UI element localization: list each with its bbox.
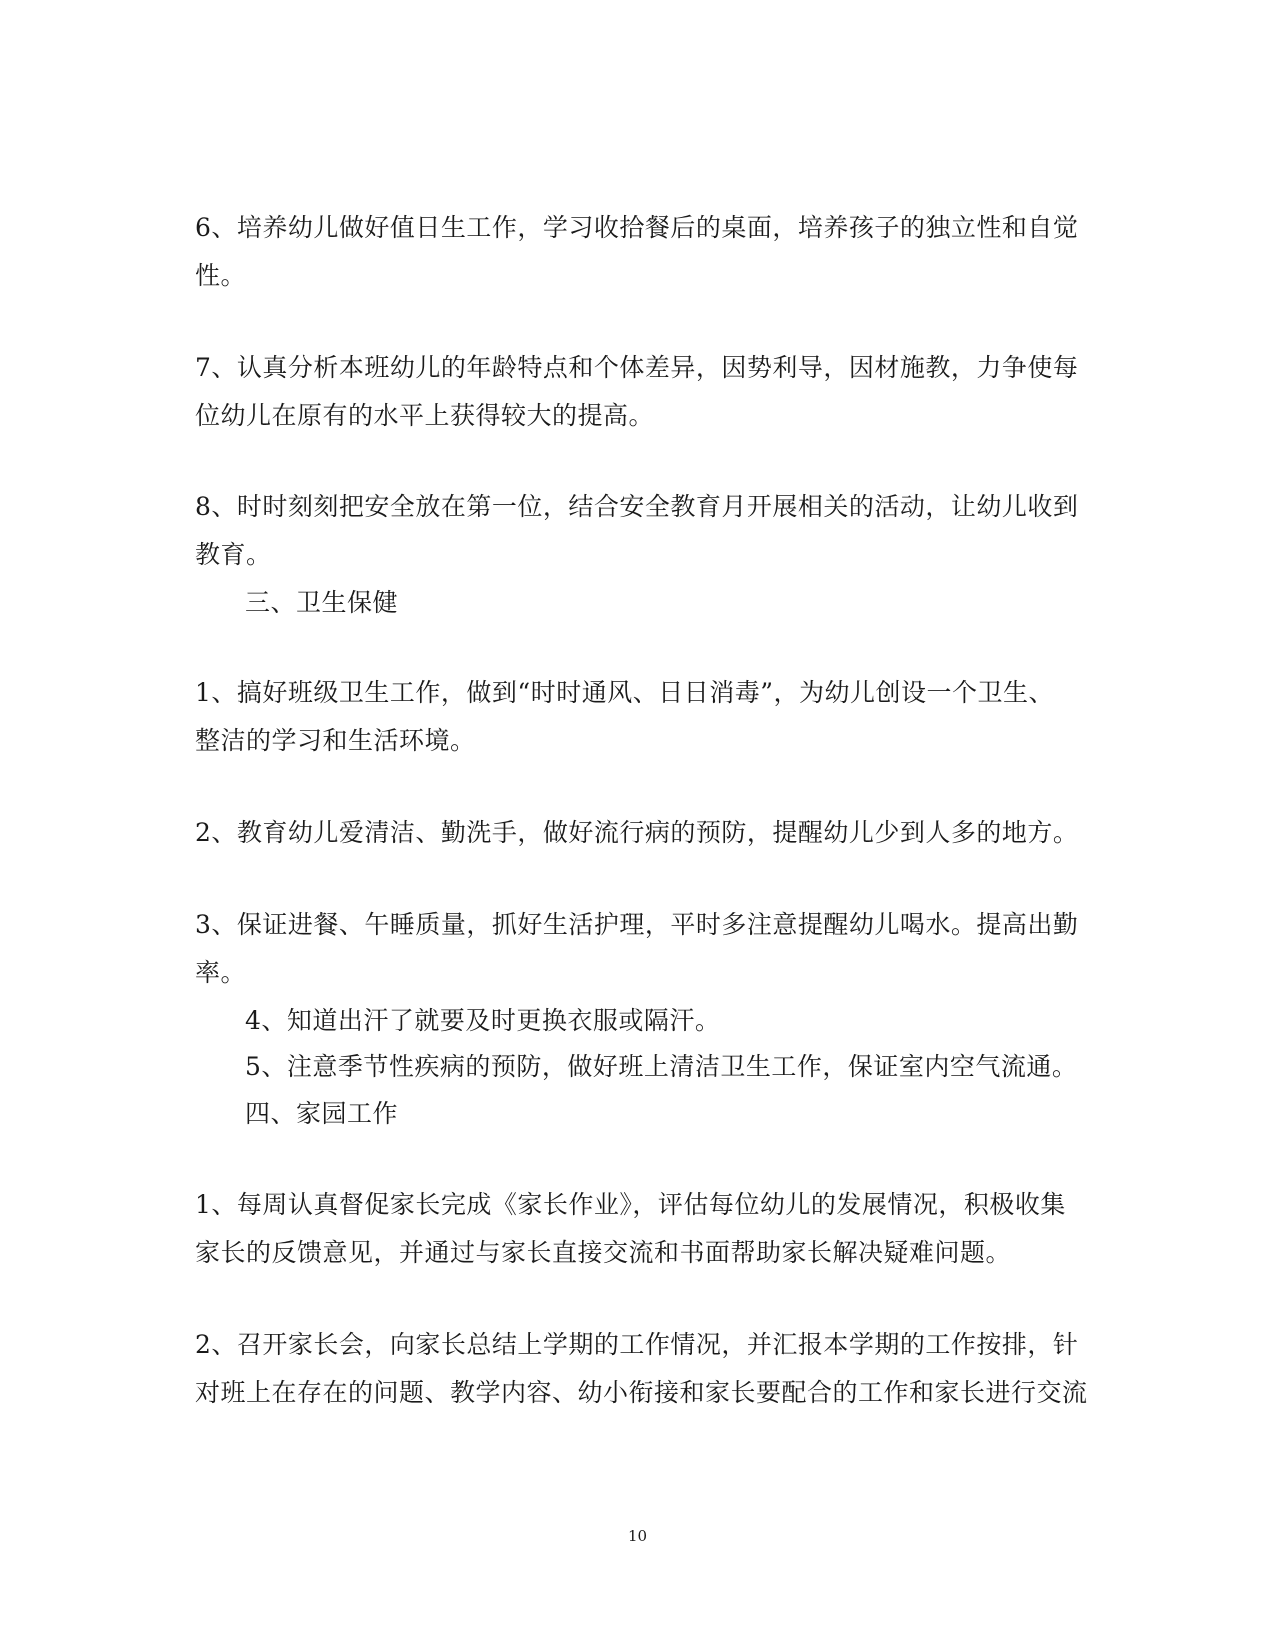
paragraph-8-line-2: 教育。 — [195, 540, 272, 569]
paragraph-8-line-1: 8、时时刻刻把安全放在第一位，结合安全教育月开展相关的活动，让幼儿收到 — [195, 492, 1079, 521]
page-number: 10 — [627, 1527, 648, 1545]
home-school-item-1-line-2: 家长的反馈意见，并通过与家长直接交流和书面帮助家长解决疑难问题。 — [195, 1238, 1012, 1267]
home-school-item-2-line-1: 2、召开家长会，向家长总结上学期的工作情况，并汇报本学期的工作按排，针 — [195, 1330, 1079, 1359]
hygiene-item-3-line-2: 率。 — [195, 958, 247, 987]
hygiene-item-1-line-1: 1、搞好班级卫生工作，做到“时时通风、日日消毒”，为幼儿创设一个卫生、 — [195, 678, 1054, 707]
paragraph-7-line-1: 7、认真分析本班幼儿的年龄特点和个体差异，因势利导，因材施教，力争使每 — [195, 353, 1079, 382]
section-heading-home-school: 四、家园工作 — [245, 1099, 399, 1128]
paragraph-6-line-1: 6、培养幼儿做好值日生工作，学习收拾餐后的桌面，培养孩子的独立性和自觉 — [195, 213, 1079, 242]
hygiene-item-4: 4、知道出汗了就要及时更换衣服或隔汗。 — [245, 1006, 721, 1035]
home-school-item-1-line-1: 1、每周认真督促家长完成《家长作业》，评估每位幼儿的发展情况，积极收集 — [195, 1190, 1066, 1219]
hygiene-item-5: 5、注意季节性疾病的预防，做好班上清洁卫生工作，保证室内空气流通。 — [245, 1052, 1078, 1081]
section-heading-hygiene: 三、卫生保健 — [245, 588, 399, 617]
home-school-item-2-line-2: 对班上在存在的问题、教学内容、幼小衔接和家长要配合的工作和家长进行交流 — [195, 1378, 1088, 1407]
hygiene-item-1-line-2: 整洁的学习和生活环境。 — [195, 726, 476, 755]
hygiene-item-2-line-1: 2、教育幼儿爱清洁、勤洗手，做好流行病的预防，提醒幼儿少到人多的地方。 — [195, 818, 1079, 847]
paragraph-7-line-2: 位幼儿在原有的水平上获得较大的提高。 — [195, 401, 655, 430]
hygiene-item-3-line-1: 3、保证进餐、午睡质量，抓好生活护理，平时多注意提醒幼儿喝水。提高出勤 — [195, 910, 1079, 939]
paragraph-6-line-2: 性。 — [195, 261, 247, 290]
